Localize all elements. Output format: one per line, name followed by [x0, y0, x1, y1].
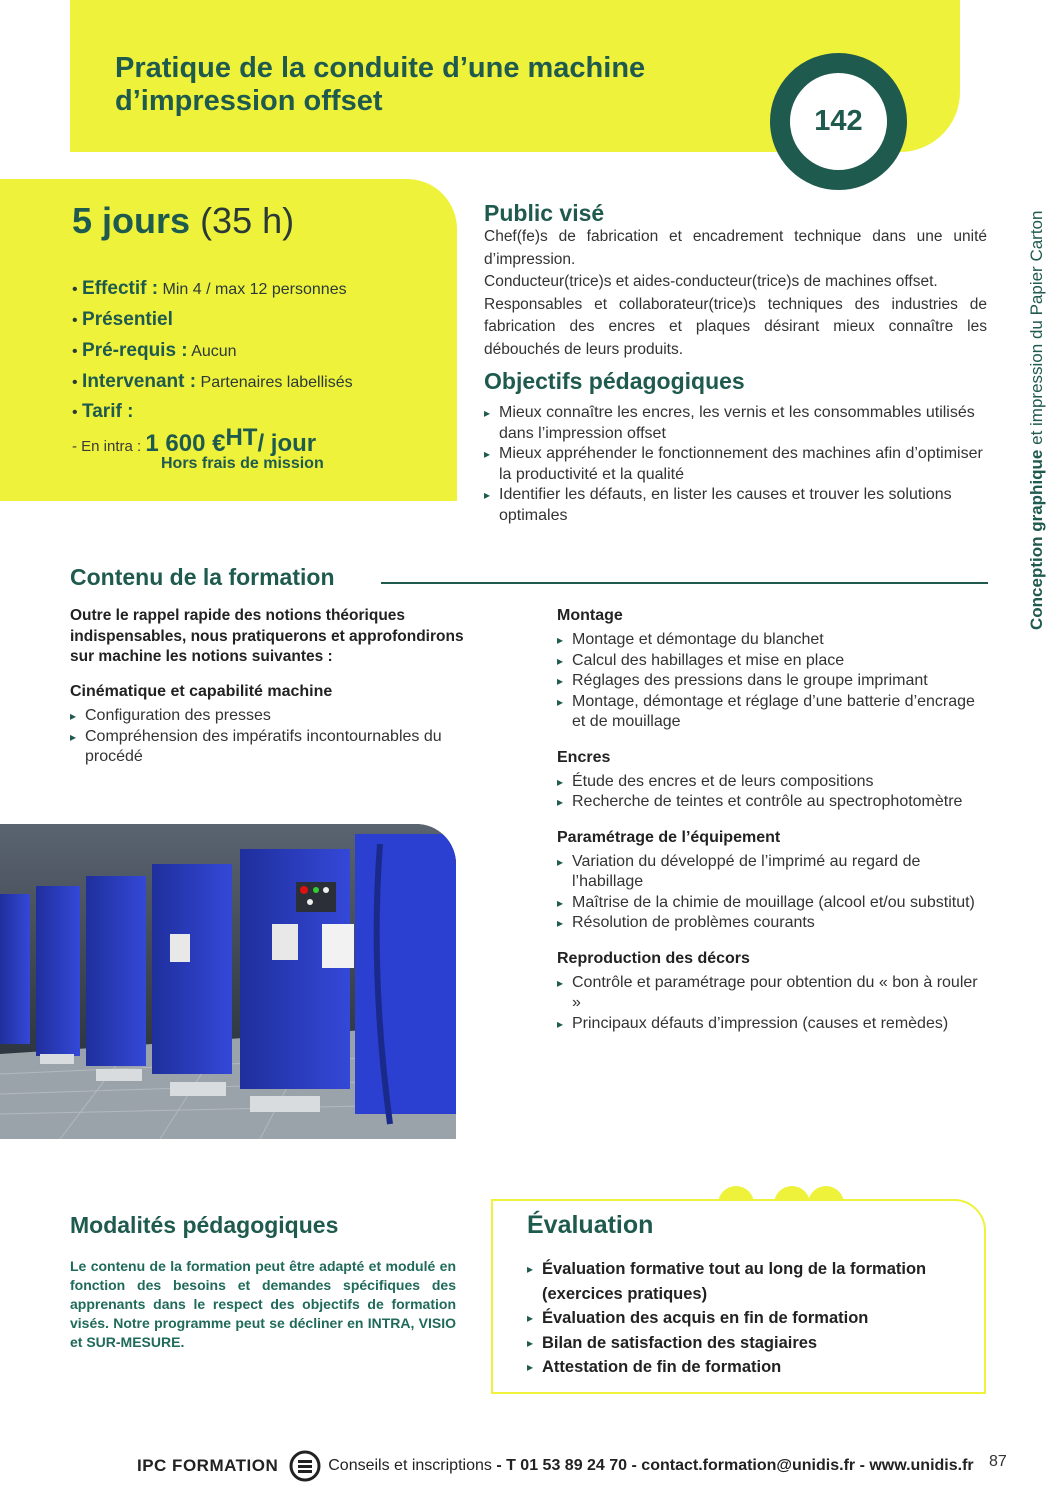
list-item: ▸ Variation du développé de l’imprimé au regard de l’habillage	[557, 852, 989, 893]
encres-title: Encres	[557, 748, 611, 766]
price-line: - En intra : 1 600 €$^{HT}$/ jour	[72, 424, 317, 457]
list-item: ▸ Réglages des pressions dans le groupe imprimant	[557, 671, 989, 692]
list-item: ▸ Recherche de teintes et contrôle au spectrophotomètre	[557, 792, 989, 813]
cinematique-title: Cinématique et capabilité machine	[70, 683, 333, 700]
effectif-line: • Effectif : Min 4 / max 12 personnes	[72, 278, 347, 299]
press-illustration	[0, 824, 456, 1139]
footer-contact: - T 01 53 89 24 70 - contact.formation@unidis.fr - www.unidis.fr	[496, 1457, 974, 1474]
list-item: ▸ Identifier les défauts, en lister les causes et trouver les solutions optimales	[484, 485, 989, 526]
list-item: ▸ Montage et démontage du blanchet	[557, 630, 989, 651]
list-item: ▸ Maîtrise de la chimie de mouillage (alcool et/ou substitut)	[557, 893, 989, 914]
list-item: ▸ Évaluation formative tout au long de la formation (exercices pratiques)	[527, 1257, 967, 1306]
modalites-text: Le contenu de la formation peut être adapté et modulé en fonction des besoins et demandes spécifiques des apprenants dans le respect des objectifs de formation visés. Notre programme peut se décliner en INTRA, VISIO et SUR-MESURE.	[70, 1258, 456, 1350]
list-item: ▸ Attestation de fin de formation	[527, 1355, 967, 1380]
list-item: ▸ Contrôle et paramétrage pour obtention du « bon à rouler »	[557, 973, 989, 1014]
section-divider	[381, 582, 988, 584]
contenu-intro: Outre le rappel rapide des notions théoriques indispensables, nous pratiquerons et approfondirons sur machine les notions suivantes :	[70, 607, 464, 665]
tarif-line: • Tarif :	[72, 401, 134, 422]
public-text: Chef(fe)s de fabrication et encadrement technique dans une unité d’impression. Conducteur(trice)s et aides-conducteur(trice)s de machines offset. Responsables et collaborateur(trice)s techniques des industries de fabrication des encres et plaques désirant mieux connaître les débouchés de leurs produits.	[484, 228, 987, 358]
evaluation-title: Évaluation	[527, 1211, 654, 1239]
list-item: ▸ Étude des encres et de leurs compositions	[557, 772, 989, 793]
brand-name: IPC FORMATION	[137, 1456, 279, 1475]
list-item: ▸ Principaux défauts d’impression (causes et remèdes)	[557, 1014, 989, 1035]
contact-logo-icon	[288, 1449, 322, 1483]
category-side-label: Conception graphique et impression du Papier Carton	[1027, 210, 1046, 630]
list-item: ▸ Mieux appréhender le fonctionnement des machines afin d’optimiser la productivité et la qualité	[484, 444, 989, 485]
list-item: ▸ Mieux connaître les encres, les vernis et les consommables utilisés dans l’impression offset	[484, 403, 989, 444]
prerequis-line: • Pré-requis : Aucun	[72, 340, 237, 361]
page-number: 87	[989, 1453, 1007, 1470]
offset-press-photo	[0, 824, 456, 1139]
list-item: ▸ Montage, démontage et réglage d’une batterie d’encrage et de mouillage	[557, 692, 989, 733]
page-title: Pratique de la conduite d’une machine d’impression offset	[115, 52, 646, 117]
footer	[137, 1449, 974, 1483]
evaluation-list	[527, 1257, 967, 1380]
list-item: ▸ Compréhension des impératifs incontournables du procédé	[70, 727, 490, 768]
objectifs-title: Objectifs pédagogiques	[484, 368, 745, 394]
parametrage-title: Paramétrage de l’équipement	[557, 828, 781, 846]
contenu-title: Contenu de la formation	[70, 564, 335, 590]
objectifs-list	[484, 403, 989, 526]
list-item: ▸ Résolution de problèmes courants	[557, 913, 989, 934]
modalites-title: Modalités pédagogiques	[70, 1212, 339, 1238]
list-item: ▸ Configuration des presses	[70, 706, 490, 727]
duration: 5 jours (35 h)	[72, 200, 295, 241]
course-number-badge: 142	[770, 53, 907, 190]
right-column	[557, 606, 989, 1034]
list-item: ▸ Évaluation des acquis en fin de formation	[527, 1306, 967, 1331]
footer-label: Conseils et inscriptions	[328, 1457, 492, 1474]
cinematique-block	[70, 682, 490, 768]
presentiel-line: • Présentiel	[72, 309, 173, 330]
public-title: Public visé	[484, 200, 605, 226]
list-item: ▸ Bilan de satisfaction des stagiaires	[527, 1331, 967, 1356]
price-note: Hors frais de mission	[161, 455, 324, 472]
reproduction-title: Reproduction des décors	[557, 949, 750, 967]
list-item: ▸ Calcul des habillages et mise en place	[557, 651, 989, 672]
intervenant-line: • Intervenant : Partenaires labellisés	[72, 371, 353, 392]
montage-title: Montage	[557, 607, 623, 624]
